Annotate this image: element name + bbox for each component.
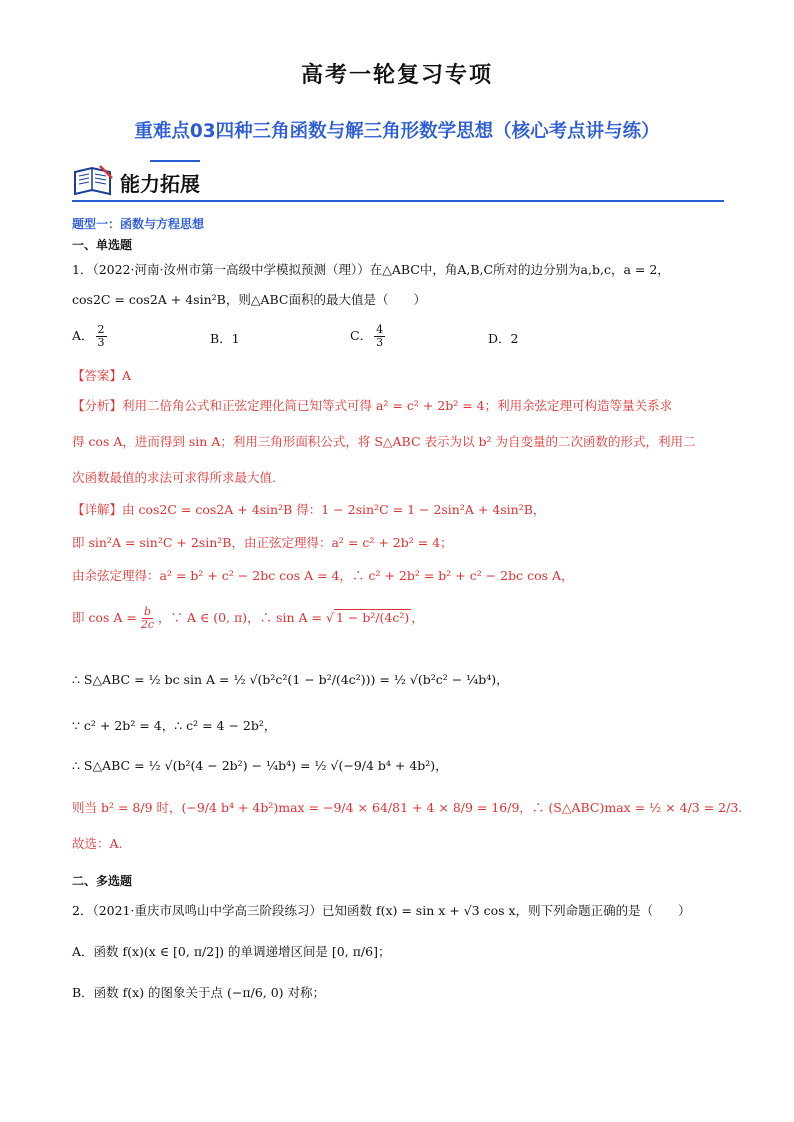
page-subtitle: 重难点03四种三角函数与解三角形数学思想（核心考点讲与练）: [134, 121, 660, 142]
q2-option-b: B．函数 f(x) 的图象关于点 (−π/6, 0) 对称；: [72, 985, 326, 1000]
analysis-line1: 【分析】利用二倍角公式和正弦定理化简已知等式可得 a² = c² + 2b² = 4；利用余弦定理可构造等量关系求: [72, 398, 673, 413]
detail-line4-num: b: [143, 605, 151, 618]
q1-option-d: D．2: [488, 331, 519, 346]
detail-line4-prefix: 即 cos A =: [72, 610, 137, 625]
detail-line4-mid: ，∵ A ∈ (0, π)，∴ sin A =: [158, 610, 322, 625]
q2-option-a: A．函数 f(x)(x ∈ [0, π/2]) 的单调递增区间是 [0, π/6]；: [72, 944, 391, 959]
analysis-line3: 次函数最值的求法可求得所求最大值.: [72, 470, 276, 485]
section-title: 能力拓展: [120, 172, 200, 196]
answer-line: 【答案】A: [72, 368, 132, 383]
detail-line4-den: 2c: [140, 618, 155, 631]
q1-option-c-den: 3: [376, 336, 384, 349]
q1-option-c: [350, 324, 387, 349]
book-icon: [72, 164, 114, 198]
detail-line4: 即 cos A = $\frac{b}{2c}$ ，∵ A ∈ (0, π)，∴ sin A = √ 1 − b²/(4c²) ，: [72, 605, 424, 631]
question-type-label: 题型一：函数与方程思想: [72, 217, 205, 231]
detail-line9: 故选：A.: [72, 836, 123, 851]
q1-option-c-num: 4: [376, 323, 384, 336]
detail-line8: 则当 b² = 8/9 时，(−9/4 b⁴ + 4b²)max = −9/4 × 64/81 + 4 × 8/9 = 16/9，∴ (S△ABC)max = ½ × 4/3 = 2/3.: [72, 800, 743, 815]
part-heading-single: 一、单选题: [72, 238, 133, 252]
q2-stem: 2．（2021·重庆市凤鸣山中学高三阶段练习）已知函数 f(x) = sin x + √3 cos x，则下列命题正确的是（ ）: [72, 903, 691, 918]
q1-option-a-den: 3: [97, 336, 105, 349]
q1-stem-line2: cos2C = cos2A + 4sin²B，则△ABC面积的最大值是（ ）: [72, 292, 426, 307]
q1-option-a-label: A．: [72, 328, 94, 343]
detail-line4-sqrt: 1 − b²/(4c²): [335, 610, 410, 625]
page-title: 高考一轮复习专项: [300, 63, 493, 88]
q1-option-c-label: C．: [350, 328, 373, 343]
detail-line3: 由余弦定理得：a² = b² + c² − 2bc cos A = 4，∴ c² + 2b² = b² + c² − 2bc cos A，: [72, 568, 574, 583]
detail-line7: ∴ S△ABC = ½ √(b²(4 − 2b²) − ¼b⁴) = ½ √(−9/4 b⁴ + 4b²)，: [72, 758, 448, 773]
q1-option-a: [72, 324, 109, 349]
subtitle-accent-line: [150, 160, 200, 162]
section-divider: [72, 200, 724, 202]
q1-option-a-num: 2: [97, 323, 105, 336]
detail-line5: ∴ S△ABC = ½ bc sin A = ½ √(b²c²(1 − b²/(4c²))) = ½ √(b²c² − ¼b⁴)，: [72, 672, 509, 687]
analysis-line2: 得 cos A，进而得到 sin A；利用三角形面积公式，将 S△ABC 表示为以 b² 为自变量的二次函数的形式，利用二: [72, 434, 696, 449]
detail-line6: ∵ c² + 2b² = 4，∴ c² = 4 − 2b²，: [72, 718, 277, 733]
q1-stem-line1: 1．（2022·河南·汝州市第一高级中学模拟预测（理））在△ABC中，角A,B,C所对的边分别为a,b,c，a = 2，: [72, 262, 670, 277]
q1-option-b: B．1: [210, 331, 240, 346]
detail-line1: 【详解】由 cos2C = cos2A + 4sin²B 得：1 − 2sin²C = 1 − 2sin²A + 4sin²B，: [72, 502, 546, 517]
detail-line2: 即 sin²A = sin²C + 2sin²B，由正弦定理得：a² = c² + 2b² = 4；: [72, 535, 453, 550]
part-heading-multi: 二、多选题: [72, 874, 133, 888]
